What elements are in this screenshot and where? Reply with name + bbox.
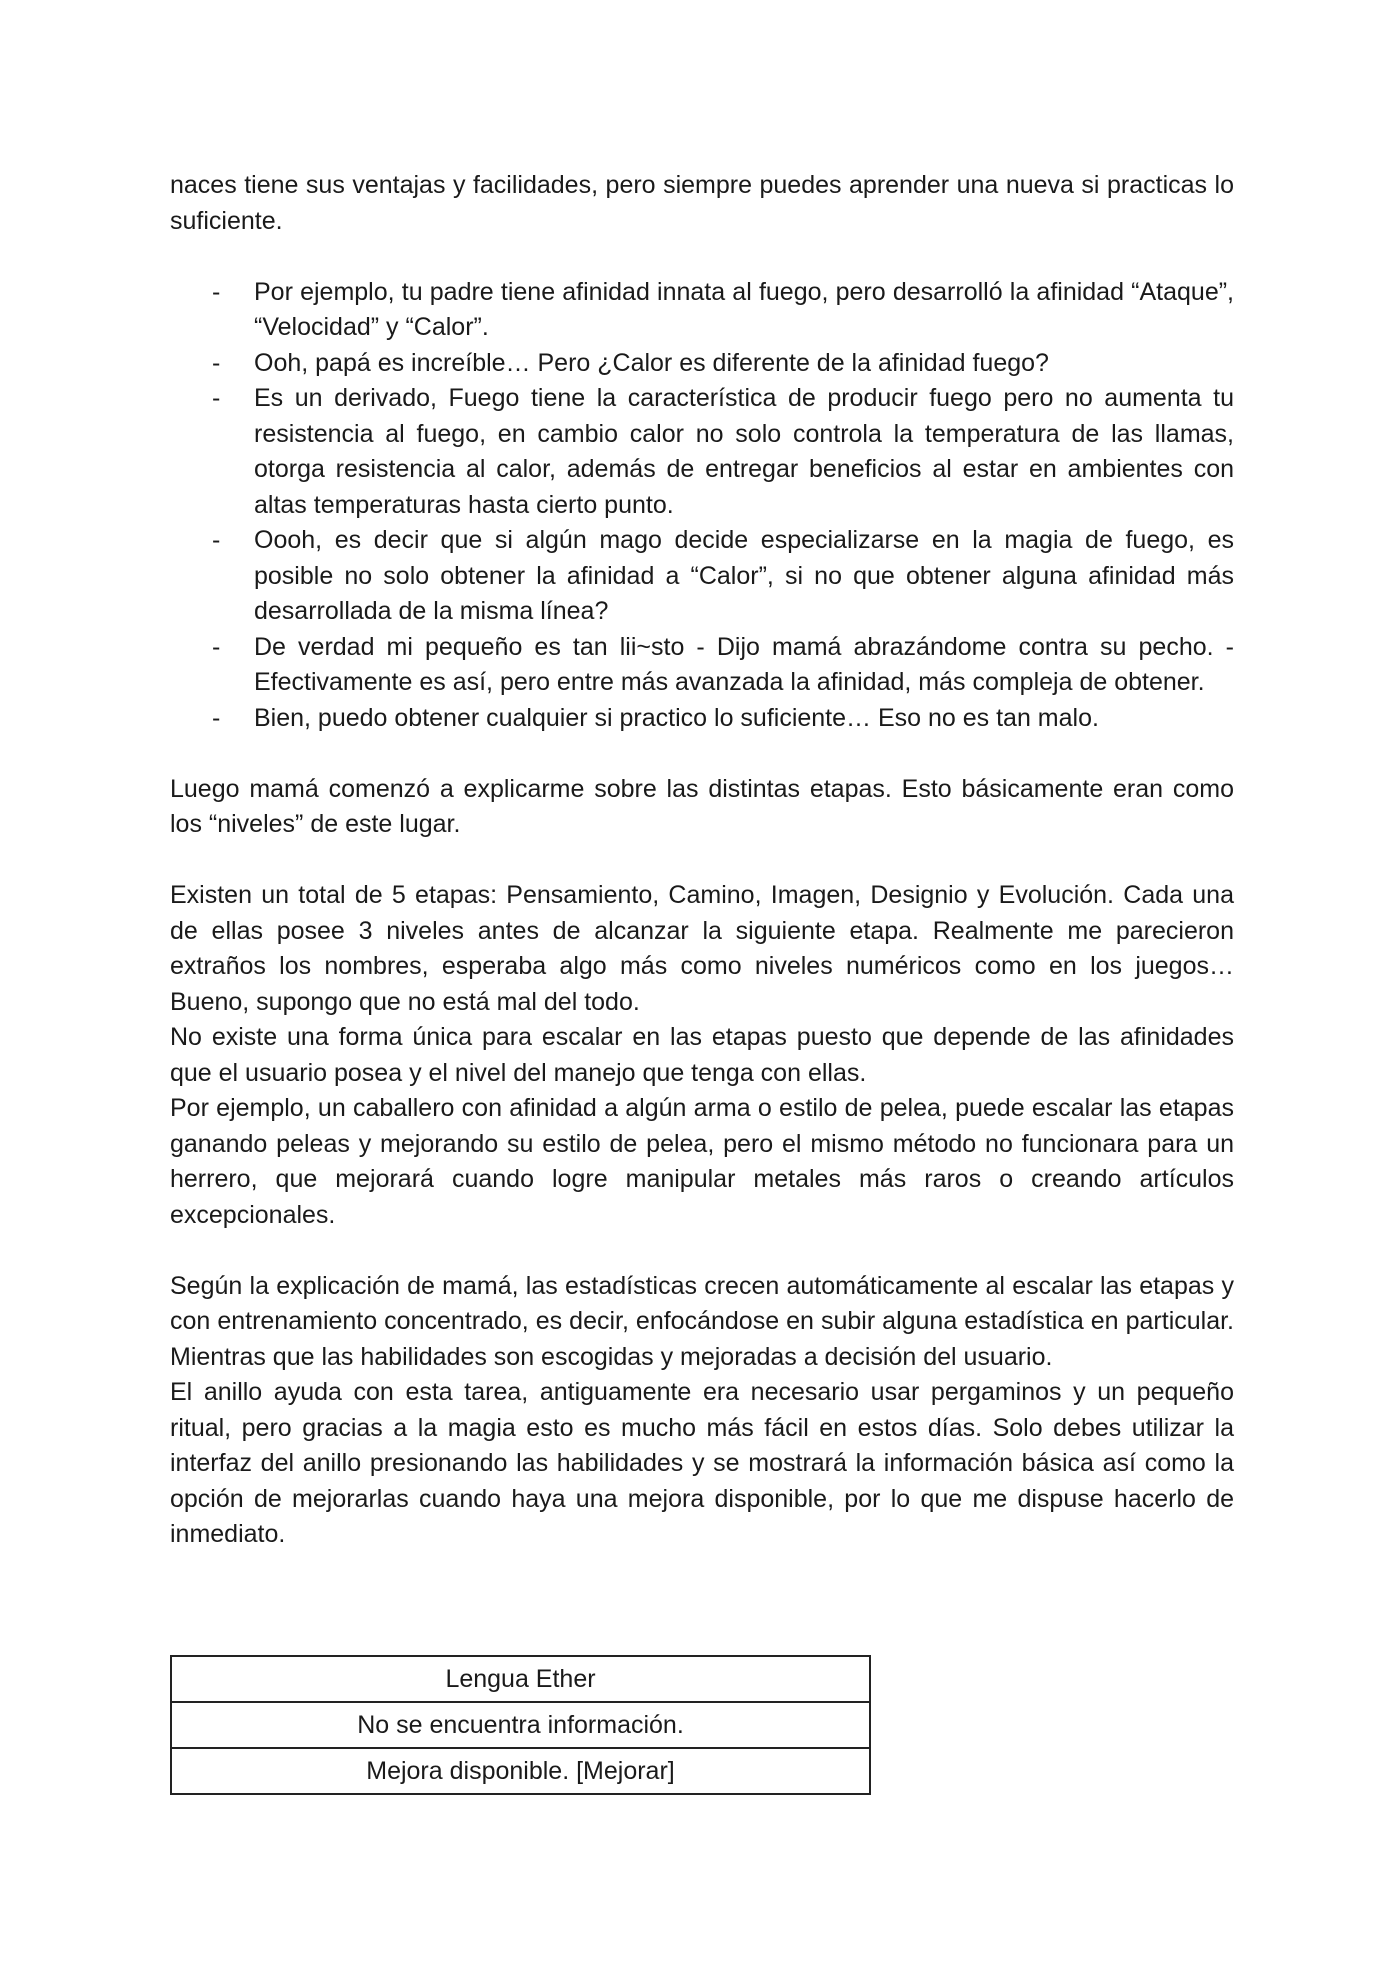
- dialogue-line: [170, 523, 1234, 630]
- dash-marker: -: [212, 703, 221, 732]
- paragraph-ring: El anillo ayuda con esta tarea, antiguamente era necesario usar pergaminos y un pequeño ritual, pero gracias a la magia esto es mucho más fácil en estos días. Solo debes utilizar la interfaz del anillo presionando las habilidades y se mostrará la información básica así como la opción de mejorarlas cuando haya una mejora disponible, por lo que me dispuse hacerlo de inmediato.: [170, 1378, 1234, 1548]
- dialogue-line: [170, 346, 1234, 382]
- dash-marker: -: [212, 277, 221, 306]
- paragraph-intro: naces tiene sus ventajas y facilidades, pero siempre puedes aprender una nueva si practicas lo suficiente.: [170, 171, 1234, 235]
- skill-info-table: [170, 1655, 871, 1795]
- skill-info-cell: No se encuentra información.: [171, 1702, 870, 1748]
- paragraph-stages-list: Existen un total de 5 etapas: Pensamiento, Camino, Imagen, Designio y Evolución. Cada una de ellas posee 3 niveles antes de alcanzar la siguiente etapa. Realmente me parecieron extraños los nombres, esperaba algo más como niveles numéricos como en los juegos… Bueno, supongo que no está mal del todo.: [170, 881, 1234, 1016]
- skill-upgrade-cell: Mejora disponible. [Mejorar]: [171, 1748, 870, 1794]
- paragraph-stats: Según la explicación de mamá, las estadísticas crecen automáticamente al escalar las etapas y con entrenamiento concentrado, es decir, enfocándose en subir alguna estadística en particular. Mientras que las habilidades son escogidas y mejoradas a decisión del usuario.: [170, 1271, 1234, 1371]
- paragraph-stages-example: Por ejemplo, un caballero con afinidad a algún arma o estilo de pelea, puede escalar las etapas ganando peleas y mejorando su estilo de pelea, pero el mismo método no funcionara para un herrero, que mejorará cuando logre manipular metales más raros o creando artículos excepcionales.: [170, 1094, 1234, 1229]
- dash-marker: -: [212, 526, 221, 554]
- dialogue-text: Bien, puedo obtener cualquier si practico lo suficiente… Eso no es tan malo.: [254, 703, 1099, 732]
- dialogue-text: Ooh, papá es increíble… Pero ¿Calor es diferente de la afinidad fuego?: [254, 348, 1049, 377]
- document-body: [170, 168, 1234, 1553]
- dialogue-text: Es un derivado, Fuego tiene la característica de producir fuego pero no aumenta tu resistencia al fuego, en cambio calor no solo controla la temperatura de las llamas, otorga resistencia al calor, además de entregar beneficios al estar en ambientes con altas temperaturas hasta cierto punto.: [254, 384, 1234, 519]
- dialogue-line: [170, 275, 1234, 346]
- dialogue-line: [170, 381, 1234, 523]
- paragraph-stages-intro: Luego mamá comenzó a explicarme sobre las distintas etapas. Esto básicamente eran como los “niveles” de este lugar.: [170, 774, 1234, 838]
- skill-name-cell: Lengua Ether: [171, 1656, 870, 1702]
- dash-marker: -: [212, 384, 221, 412]
- dialogue-text: De verdad mi pequeño es tan lii~sto - Dijo mamá abrazándome contra su pecho. - Efectivamente es así, pero entre más avanzada la afinidad, más compleja de obtener.: [254, 632, 1234, 696]
- dialogue-line: [170, 630, 1234, 701]
- table-row: [171, 1748, 870, 1794]
- table-row: [171, 1702, 870, 1748]
- dialogue-line: [170, 701, 1234, 737]
- dialogue-text: Por ejemplo, tu padre tiene afinidad innata al fuego, pero desarrolló la afinidad “Ataque”, “Velocidad” y “Calor”.: [254, 277, 1234, 341]
- dialogue-list: [170, 275, 1234, 737]
- table-row: [171, 1656, 870, 1702]
- dash-marker: -: [212, 632, 221, 661]
- dash-marker: -: [212, 348, 221, 377]
- paragraph-stages-method: No existe una forma única para escalar en las etapas puesto que depende de las afinidades que el usuario posea y el nivel del manejo que tenga con ellas.: [170, 1023, 1234, 1087]
- dialogue-text: Oooh, es decir que si algún mago decide especializarse en la magia de fuego, es posible no solo obtener la afinidad a “Calor”, si no que obtener alguna afinidad más desarrollada de la misma línea?: [254, 526, 1234, 625]
